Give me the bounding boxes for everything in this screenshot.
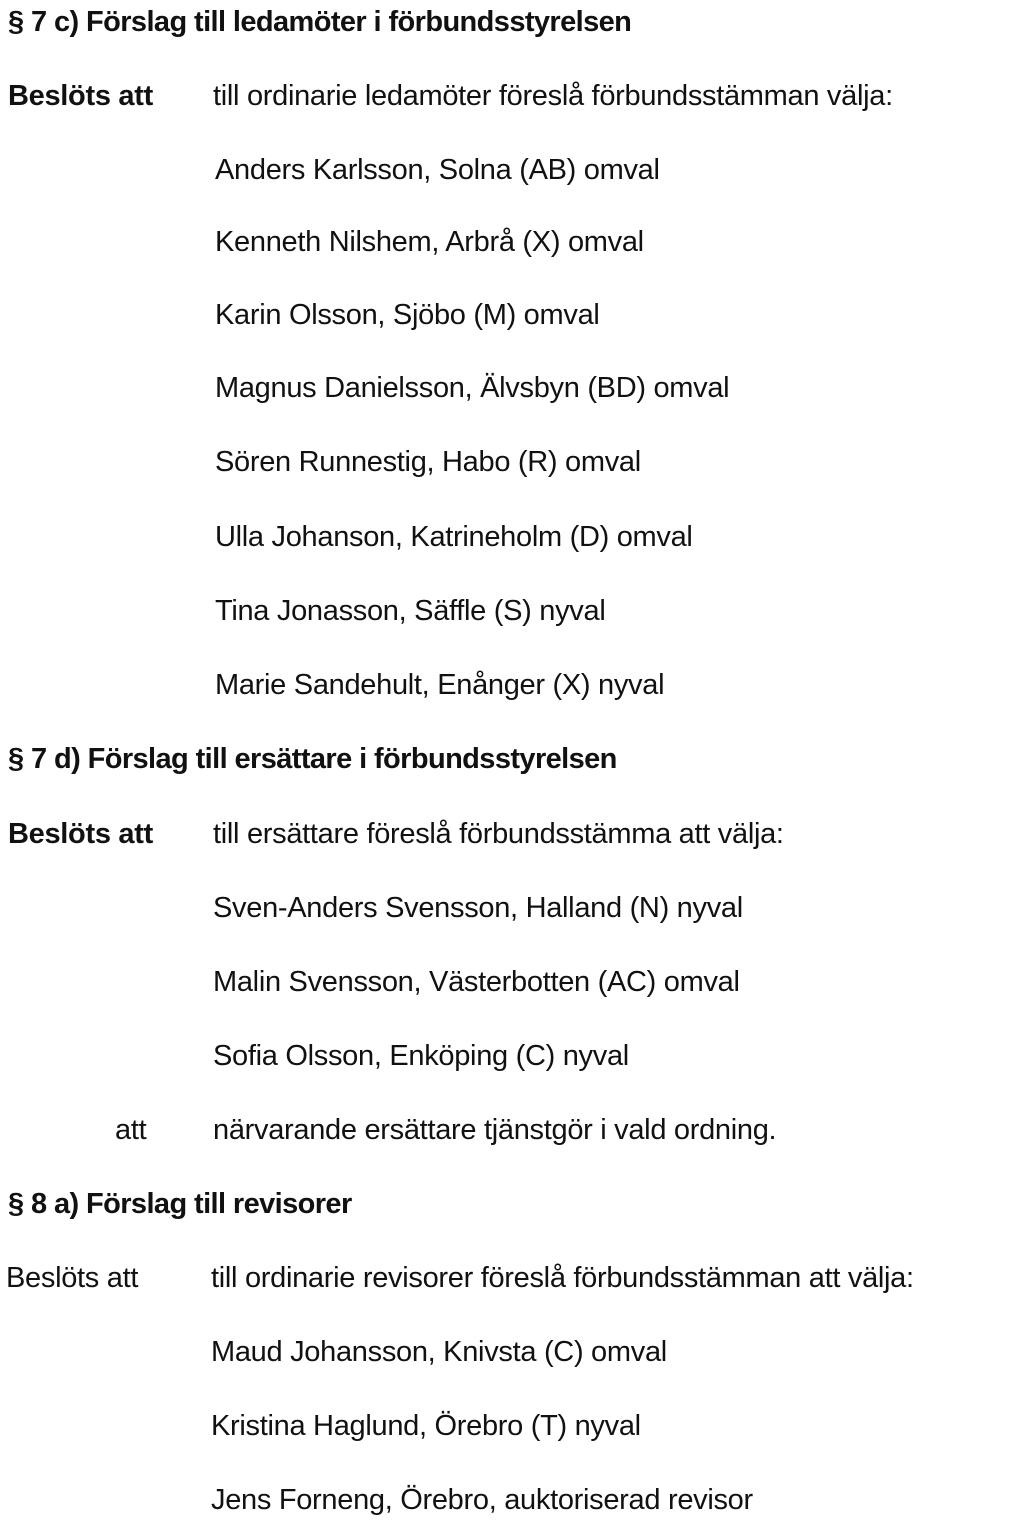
list-item: Sofia Olsson, Enköping (C) nyval	[213, 1040, 629, 1072]
list-item: Sören Runnestig, Habo (R) omval	[215, 446, 641, 478]
decision-label: Beslöts att	[8, 818, 153, 850]
list-item: Karin Olsson, Sjöbo (M) omval	[215, 299, 600, 331]
decision-intro: till ordinarie revisorer föreslå förbundsstämman att välja:	[211, 1262, 914, 1294]
decision-label: Beslöts att	[8, 80, 153, 112]
decision-intro: till ordinarie ledamöter föreslå förbundsstämman välja:	[213, 80, 893, 112]
list-item: Jens Forneng, Örebro, auktoriserad revisor	[211, 1484, 753, 1516]
section-heading-8a: § 8 a) Förslag till revisorer	[8, 1188, 352, 1220]
decision-label: Beslöts att	[6, 1262, 139, 1294]
decision-intro: till ersättare föreslå förbundsstämma att välja:	[213, 818, 784, 850]
list-item: Sven-Anders Svensson, Halland (N) nyval	[213, 892, 743, 924]
list-item: Ulla Johanson, Katrineholm (D) omval	[215, 521, 693, 553]
list-item: Marie Sandehult, Enånger (X) nyval	[215, 669, 665, 701]
list-item: Kenneth Nilshem, Arbrå (X) omval	[215, 226, 644, 258]
section-heading-7d: § 7 d) Förslag till ersättare i förbundsstyrelsen	[8, 743, 617, 775]
list-item: Tina Jonasson, Säffle (S) nyval	[215, 595, 606, 627]
list-item: Kristina Haglund, Örebro (T) nyval	[211, 1410, 641, 1442]
decision-label-att: att	[115, 1114, 147, 1146]
list-item: Malin Svensson, Västerbotten (AC) omval	[213, 966, 740, 998]
list-item: Maud Johansson, Knivsta (C) omval	[211, 1336, 667, 1368]
list-item: Anders Karlsson, Solna (AB) omval	[215, 154, 660, 186]
decision-text: närvarande ersättare tjänstgör i vald ordning.	[213, 1114, 777, 1146]
section-heading-7c: § 7 c) Förslag till ledamöter i förbundsstyrelsen	[8, 6, 632, 38]
list-item: Magnus Danielsson, Älvsbyn (BD) omval	[215, 372, 730, 404]
